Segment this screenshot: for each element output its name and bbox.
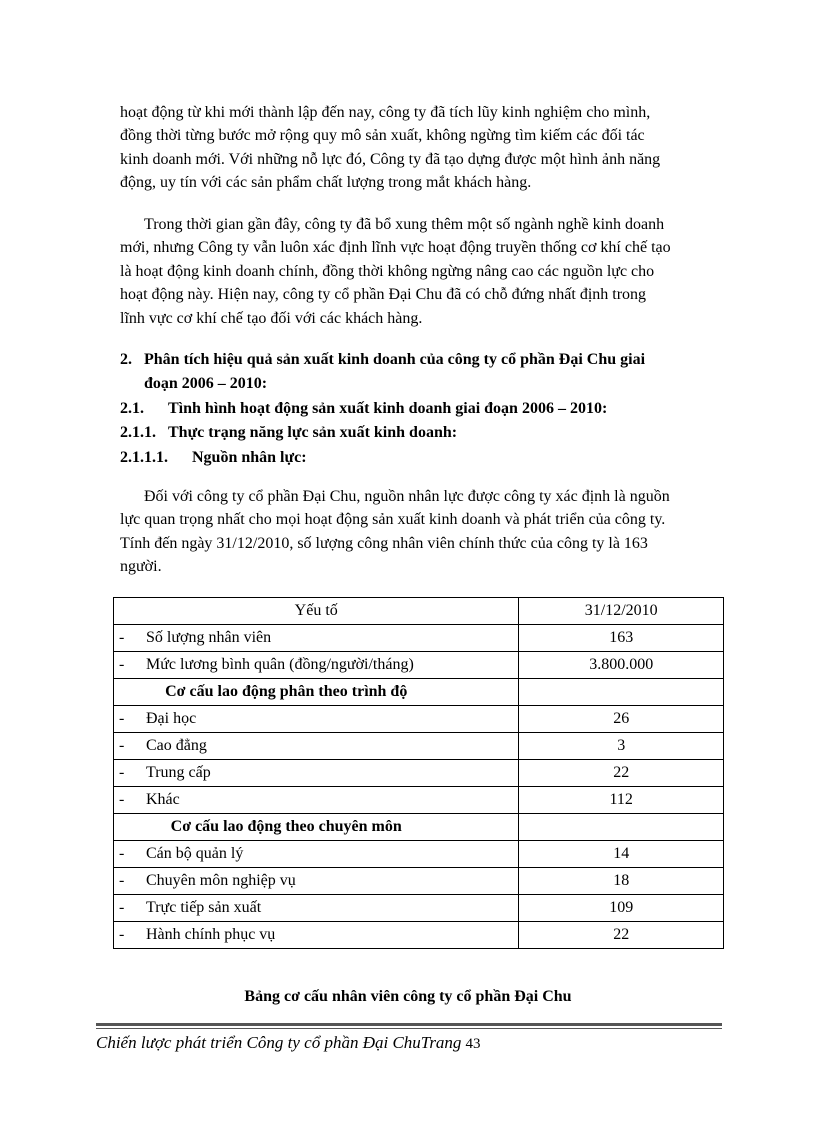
- table-group-row: [114, 814, 724, 841]
- heading-text: Thực trạng năng lực sản xuất kinh doanh:: [168, 424, 458, 441]
- row-value: 163: [519, 625, 724, 652]
- row-label-cell: [114, 787, 519, 814]
- footer-page-number: 43: [465, 1036, 481, 1052]
- table-row: [114, 841, 724, 868]
- table-row: [114, 922, 724, 949]
- text-line: người.: [120, 558, 162, 576]
- text-line: mới, nhưng Công ty vẫn luôn xác định lĩnh vực hoạt động truyền thống cơ khí chế tạo: [120, 239, 671, 257]
- dash-marker: -: [119, 737, 125, 754]
- text-line: kinh doanh mới. Với những nỗ lực đó, Công ty đã tạo dựng được một hình ảnh năng: [120, 150, 661, 168]
- table-row: [114, 787, 724, 814]
- staff-structure-table: [113, 597, 724, 949]
- text-line: lĩnh vực cơ khí chế tạo đối với các khách hàng.: [120, 309, 423, 327]
- intro-paragraph: [120, 101, 730, 195]
- row-label: Đại học: [146, 710, 197, 727]
- row-label: Mức lương bình quân (đồng/người/tháng): [146, 656, 414, 673]
- row-value: 14: [519, 841, 724, 868]
- row-value: 26: [519, 706, 724, 733]
- dash-marker: -: [119, 845, 125, 862]
- text-line: Tính đến ngày 31/12/2010, số lượng công nhân viên chính thức của công ty là 163: [120, 534, 648, 552]
- row-label: Trung cấp: [146, 764, 211, 781]
- row-label: Cao đẳng: [146, 737, 207, 754]
- text-line: hoạt động từ khi mới thành lập đến nay, công ty đã tích lũy kinh nghiệm cho mình,: [120, 104, 651, 121]
- heading-text: Phân tích hiệu quả sản xuất kinh doanh của công ty cổ phần Đại Chu giai: [144, 351, 646, 368]
- row-label: Hành chính phục vụ: [146, 926, 276, 943]
- text-line: động, uy tín với các sản phẩm chất lượng trong mắt khách hàng.: [120, 174, 532, 192]
- table-caption: Bảng cơ cấu nhân viên công ty cổ phần Đại Chu: [244, 988, 572, 1005]
- row-value: 3.800.000: [519, 652, 724, 679]
- heading-2-1: [120, 400, 607, 418]
- table-row: [114, 733, 724, 760]
- row-value: 18: [519, 868, 724, 895]
- footer-rule-thin: [96, 1028, 722, 1029]
- row-label-cell: [114, 760, 519, 787]
- header-cell-factor: Yếu tố: [114, 598, 519, 625]
- row-value: 112: [519, 787, 724, 814]
- row-label-cell: [114, 733, 519, 760]
- table-row: [114, 868, 724, 895]
- heading-2: [120, 351, 645, 369]
- row-label-cell: [114, 868, 519, 895]
- heading-2-1-1-1: [120, 449, 307, 467]
- row-label-cell: [114, 895, 519, 922]
- heading-2-continuation: [144, 375, 267, 393]
- heading-text: Nguồn nhân lực:: [192, 449, 307, 466]
- text-line: là hoạt động kinh doanh chính, đồng thời không ngừng nâng cao các nguồn lực cho: [120, 262, 655, 280]
- text-line: Trong thời gian gần đây, công ty đã bổ xung thêm một số ngành nghề kinh doanh: [144, 216, 665, 233]
- group-title: Cơ cấu lao động phân theo trình độ: [114, 679, 519, 706]
- header-cell-date: 31/12/2010: [519, 598, 724, 625]
- dash-marker: -: [119, 656, 125, 673]
- row-label: Trực tiếp sản xuất: [146, 899, 262, 916]
- heading-text: Tình hình hoạt động sản xuất kinh doanh giai đoạn 2006 – 2010:: [168, 400, 608, 417]
- heading-text: đoạn 2006 – 2010:: [144, 375, 268, 392]
- heading-number: 2.: [120, 351, 132, 368]
- table-header-row: [114, 598, 724, 625]
- table-row: [114, 706, 724, 733]
- empty-cell: [519, 814, 724, 841]
- dash-marker: -: [119, 872, 125, 889]
- row-value: 22: [519, 922, 724, 949]
- third-paragraph: [120, 485, 730, 579]
- row-label: Chuyên môn nghiệp vụ: [146, 872, 296, 889]
- row-label-cell: [114, 841, 519, 868]
- text-line: hoạt động này. Hiện nay, công ty cổ phần Đại Chu đã có chỗ đứng nhất định trong: [120, 286, 647, 304]
- text-line: đồng thời từng bước mở rộng quy mô sản xuất, không ngừng tìm kiếm các đối tác: [120, 127, 645, 145]
- table-row: [114, 625, 724, 652]
- empty-cell: [519, 679, 724, 706]
- row-label: Cán bộ quản lý: [146, 845, 244, 862]
- text-line: lực quan trọng nhất cho mọi hoạt động sản xuất kinh doanh và phát triển của công ty.: [120, 511, 666, 529]
- row-label: Khác: [146, 791, 180, 808]
- dash-marker: -: [119, 926, 125, 943]
- table-row: [114, 760, 724, 787]
- dash-marker: -: [119, 899, 125, 916]
- row-label-cell: [114, 706, 519, 733]
- row-label: Số lượng nhân viên: [146, 629, 272, 646]
- dash-marker: -: [119, 791, 125, 808]
- heading-number: 2.1.: [120, 400, 144, 417]
- footer-page-label: Trang: [420, 1033, 462, 1052]
- heading-number: 2.1.1.: [120, 424, 156, 441]
- text-line: Đối với công ty cổ phần Đại Chu, nguồn nhân lực được công ty xác định là nguồn: [144, 488, 670, 505]
- row-value: 22: [519, 760, 724, 787]
- heading-number: 2.1.1.1.: [120, 449, 168, 466]
- row-label-cell: [114, 922, 519, 949]
- dash-marker: -: [119, 629, 125, 646]
- second-paragraph: [120, 213, 730, 330]
- group-title: Cơ cấu lao động theo chuyên môn: [114, 814, 519, 841]
- table-row: [114, 652, 724, 679]
- dash-marker: -: [119, 710, 125, 727]
- footer-rule-thick: [96, 1023, 722, 1026]
- dash-marker: -: [119, 764, 125, 781]
- heading-2-1-1: [120, 424, 457, 442]
- row-value: 3: [519, 733, 724, 760]
- table-group-row: [114, 679, 724, 706]
- table-row: [114, 895, 724, 922]
- page-footer: [96, 1033, 480, 1053]
- row-label-cell: [114, 625, 519, 652]
- row-label-cell: [114, 652, 519, 679]
- footer-title: Chiến lược phát triển Công ty cổ phần Đại Chu: [96, 1033, 421, 1052]
- row-value: 109: [519, 895, 724, 922]
